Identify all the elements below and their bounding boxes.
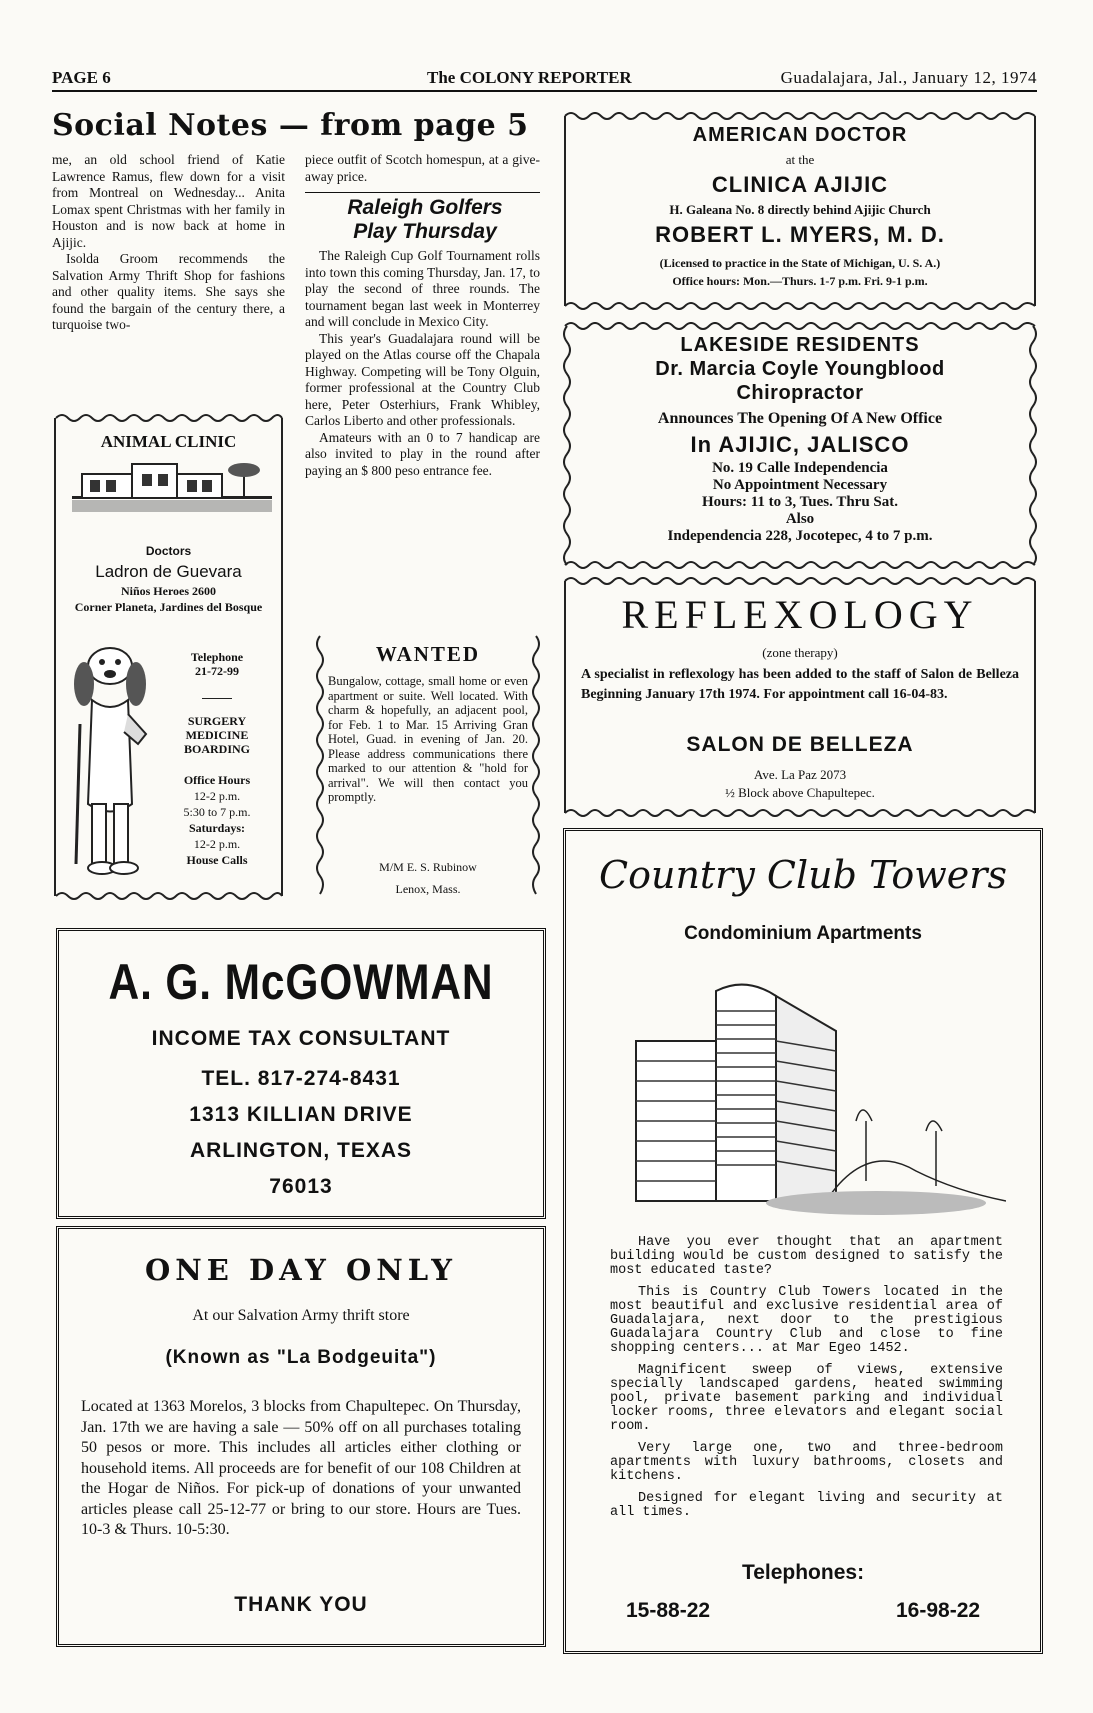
cct-paragraph: This is Country Club Towers located in the most beautiful and exclusive residential area of Guadalajara, next door to the prestigious Guadalajara Country Club and close to fine shopping centers... at Mar Egeo 1452. bbox=[610, 1285, 1003, 1356]
wanted-body: Bungalow, cottage, small home or even apartment or suite. Well located. With charm & hopefully, an adjacent pool, for Feb. 1 to Mar. 15 Arriving Gran Hotel, Guad. in evening of Jan. 20. Please address communications there marked to our attention & "hold for arrival". We will then contact you promptly. bbox=[328, 674, 528, 804]
divider bbox=[202, 698, 232, 699]
page-header bbox=[52, 68, 1037, 92]
doctor-name-myers: ROBERT L. MYERS, M. D. bbox=[655, 222, 945, 247]
office-hours-1: 12-2 p.m. bbox=[193, 789, 241, 803]
american-doctor-ad bbox=[563, 112, 1037, 310]
saturdays-label: Saturdays: bbox=[188, 821, 245, 835]
telephone-block bbox=[157, 650, 277, 678]
service-item: SURGERY bbox=[187, 714, 247, 728]
lakeside-details bbox=[563, 460, 1037, 545]
golf-paragraph: This year's Guadalajara round will be played on the Atlas course off the Chapala Highway. Competing will be Tony Olguin, former professional at the Country Club here, Peter Osterhiurs, Frank Whibley, Carlos Liberto and other professionals. bbox=[305, 330, 540, 428]
wanted-ad bbox=[314, 632, 542, 902]
social-notes-paragraph: Isolda Groom recommends the Salvation Army Thrift Shop for fashions and other quality items. She says she found the bargain of the century there, a turquoise two- bbox=[52, 251, 285, 332]
mcgowman-phone: TEL. 817-274-8431 bbox=[201, 1067, 401, 1090]
clinic-address: H. Galeana No. 8 directly behind Ajijic Church bbox=[669, 202, 931, 217]
wanted-title: WANTED bbox=[375, 642, 481, 666]
thank-you: THANK YOU bbox=[234, 1593, 368, 1616]
golf-headline-line1: Raleigh Golfers bbox=[347, 196, 503, 219]
also-label: Also bbox=[785, 511, 815, 527]
salon-location: ½ Block above Chapultepec. bbox=[725, 785, 875, 800]
golf-headline-line2: Play Thursday bbox=[353, 220, 497, 243]
office-hours: Hours: 11 to 3, Tues. Thru Sat. bbox=[701, 494, 899, 510]
house-calls: House Calls bbox=[186, 853, 248, 867]
clinic-name: CLINICA AJIJIC bbox=[711, 172, 889, 197]
cct-paragraph: Magnificent sweep of views, extensive specially landscaped gardens, heated swimming pool, private basement parking and individual locker rooms, three elevators and elegant social room. bbox=[610, 1363, 1003, 1434]
reflexology-body: A specialist in reflexology has been added to the staff of Salon de Belleza Beginning January 17th 1974. For appointment call 16-04-83. bbox=[581, 667, 1019, 702]
reflexology-subtitle: (zone therapy) bbox=[762, 645, 838, 660]
second-office: Independencia 228, Jocotepec, 4 to 7 p.m. bbox=[667, 528, 933, 544]
american-doctor-title: AMERICAN DOCTOR bbox=[692, 124, 908, 146]
lakeside-residents-ad bbox=[563, 322, 1037, 569]
newspaper-name: The COLONY REPORTER bbox=[427, 68, 632, 87]
office-hours: Office hours: Mon.—Thurs. 1-7 p.m. Fri. 9-1 p.m. bbox=[672, 274, 928, 288]
mcgowman-name: A. G. McGOWMAN bbox=[108, 954, 494, 1010]
animal-clinic-title: ANIMAL CLINIC bbox=[100, 432, 237, 451]
lakeside-title: LAKESIDE RESIDENTS bbox=[680, 334, 920, 356]
animal-clinic-ad bbox=[52, 412, 285, 902]
chiropractor-specialty: Chiropractor bbox=[736, 382, 864, 404]
clinic-building-illustration bbox=[72, 460, 272, 522]
saturday-hours: 12-2 p.m. bbox=[193, 837, 241, 851]
cct-description bbox=[610, 1236, 1003, 1520]
license-note: (Licensed to practice in the State of Michigan, U. S. A.) bbox=[659, 256, 941, 270]
cct-paragraph: Have you ever thought that an apartment building would be custom designed to satisfy the most educated taste? bbox=[610, 1235, 1003, 1278]
cct-paragraph: Very large one, two and three-bedroom apartments with luxury bathrooms, closets and kitchens. bbox=[610, 1441, 1003, 1484]
office-town: In AJIJIC, JALISCO bbox=[690, 432, 910, 457]
country-club-towers-ad bbox=[563, 828, 1043, 1654]
cct-paragraph: Designed for elegant living and security at all times. bbox=[610, 1491, 1003, 1520]
mcgowman-zip: 76013 bbox=[269, 1175, 333, 1198]
office-address: No. 19 Calle Independencia bbox=[712, 460, 888, 476]
country-club-towers-title: Country Club Towers bbox=[599, 853, 1007, 897]
one-day-body: Located at 1363 Morelos, 3 blocks from Chapultepec. On Thursday, Jan. 17th we are having a sale — 50% off on all purchases totaling 50 pesos or more. This includes all articles either clothing or household items. All proceeds are for benefit of our 108 Children at the Hogar de Niños. For pick-up of donations of your unwanted articles please call 25-12-77 or bring to our store. Hours are Tues. 10-3 & Thurs. 10-5:30. bbox=[81, 1398, 521, 1538]
service-item: BOARDING bbox=[183, 742, 250, 756]
office-hours-2: 5:30 to 7 p.m. bbox=[183, 805, 251, 819]
social-notes-continuation: piece outfit of Scotch homespun, at a give-away price. bbox=[305, 152, 540, 184]
service-item: MEDICINE bbox=[185, 728, 249, 742]
one-day-subtitle: At our Salvation Army thrift store bbox=[192, 1307, 410, 1324]
telephone-number: 21-72-99 bbox=[195, 664, 239, 678]
mcgowman-title: INCOME TAX CONSULTANT bbox=[151, 1027, 451, 1050]
services-list bbox=[157, 714, 277, 756]
social-notes-col1 bbox=[52, 152, 285, 334]
cct-phone-1: 15-88-22 bbox=[626, 1599, 711, 1622]
telephones-label: Telephones: bbox=[741, 1561, 865, 1584]
dog-illustration bbox=[62, 644, 157, 884]
one-day-only-ad bbox=[56, 1226, 546, 1647]
telephone-label: Telephone bbox=[190, 650, 244, 664]
chiropractor-name: Dr. Marcia Coyle Youngblood bbox=[655, 358, 945, 380]
condominium-subtitle: Condominium Apartments bbox=[684, 923, 922, 944]
social-notes-paragraph: me, an old school friend of Katie Lawrence Ramus, flew down for a visit from Montreal on Wednesday... Anita Lomax spent Christmas with her family in Houston and is now back at home in Ajijic. bbox=[52, 152, 285, 250]
wanted-signature: M/M E. S. Rubinow bbox=[379, 860, 477, 874]
one-day-known-as: (Known as "La Bodgeuita") bbox=[165, 1347, 437, 1368]
golf-paragraph: The Raleigh Cup Golf Tournament rolls into town this coming Thursday, Jan. 17, to play the second of three rounds. The tournament began last week in Monterrey and will conclude in Mexico City. bbox=[305, 248, 540, 329]
mcgowman-street: 1313 KILLIAN DRIVE bbox=[189, 1103, 413, 1126]
salon-address: Ave. La Paz 2073 bbox=[753, 767, 847, 782]
cct-phone-2: 16-98-22 bbox=[896, 1599, 981, 1622]
column-divider bbox=[305, 192, 540, 193]
tower-illustration bbox=[626, 971, 1006, 1221]
dateline: Guadalajara, Jal., January 12, 1974 bbox=[780, 68, 1037, 87]
at-the-label: at the bbox=[785, 152, 815, 167]
wanted-location: Lenox, Mass. bbox=[395, 882, 461, 896]
reflexology-ad bbox=[563, 577, 1037, 817]
reflexology-title: REFLEXOLOGY bbox=[621, 592, 979, 637]
doctors-label: Doctors bbox=[145, 544, 192, 558]
office-hours-label: Office Hours bbox=[183, 773, 251, 787]
golf-article bbox=[305, 248, 540, 479]
one-day-title: ONE DAY ONLY bbox=[145, 1253, 457, 1287]
page-number: PAGE 6 bbox=[52, 68, 111, 87]
appointment-note: No Appointment Necessary bbox=[712, 477, 888, 493]
clinic-address-1: Niños Heroes 2600 bbox=[120, 584, 217, 598]
social-notes-col2 bbox=[305, 152, 540, 185]
salon-name: SALON DE BELLEZA bbox=[686, 733, 914, 756]
golf-paragraph: Amateurs with an 0 to 7 handicap are also invited to play in the round after paying an $ 800 peso entrance fee. bbox=[305, 429, 540, 478]
social-notes-title: Social Notes — from page 5 bbox=[52, 108, 529, 143]
mcgowman-city: ARLINGTON, TEXAS bbox=[189, 1139, 413, 1162]
mcgowman-ad bbox=[56, 928, 546, 1219]
announcement: Announces The Opening Of A New Office bbox=[657, 410, 943, 427]
clinic-address-2: Corner Planeta, Jardines del Bosque bbox=[74, 600, 263, 614]
doctor-name: Ladron de Guevara bbox=[95, 562, 242, 581]
golf-headline bbox=[305, 196, 545, 244]
office-hours-block bbox=[157, 772, 277, 868]
